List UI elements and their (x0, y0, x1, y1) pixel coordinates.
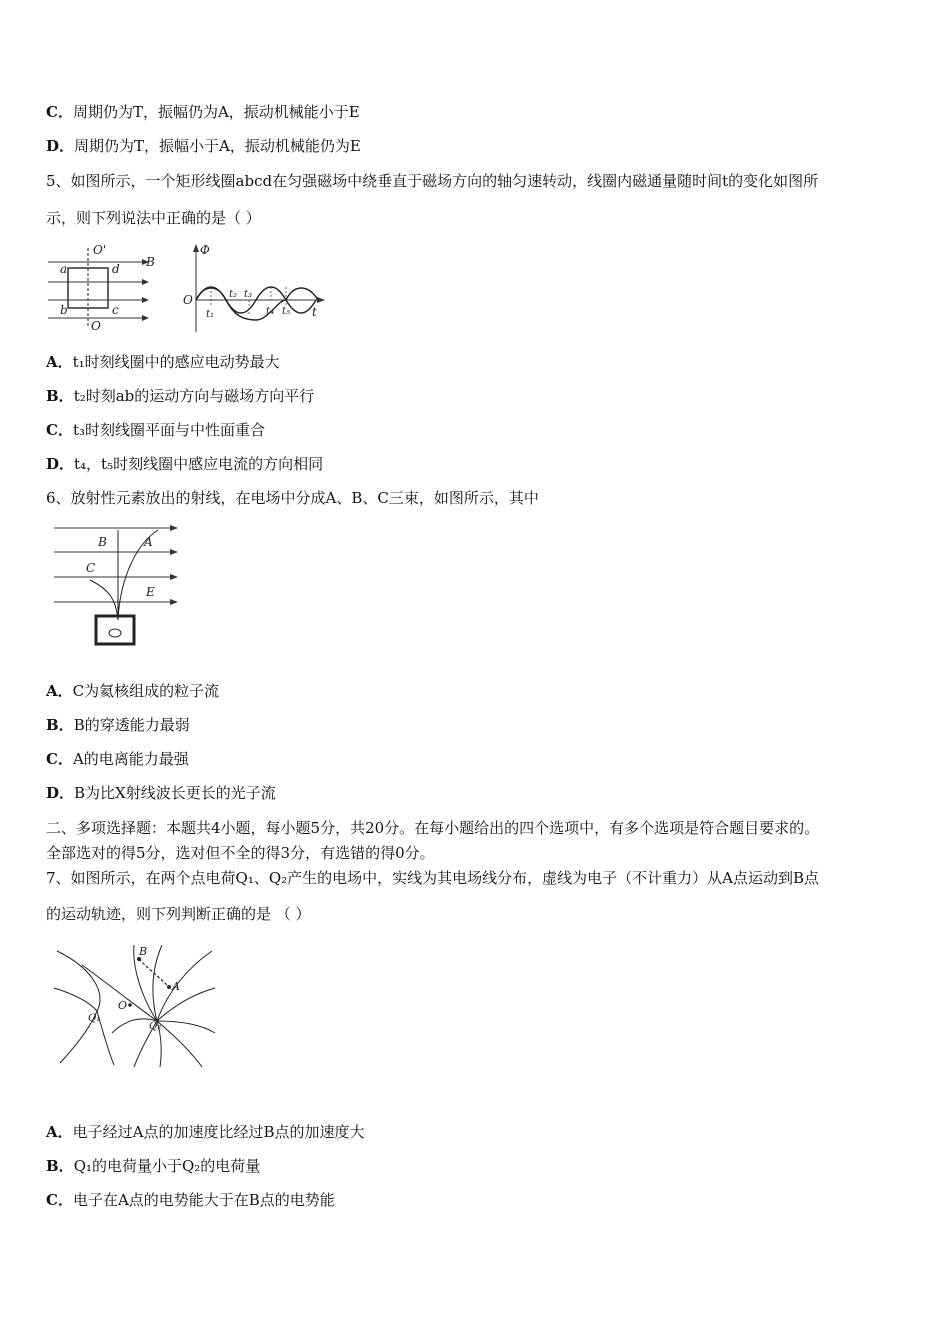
section2-line2: 全部选对的得5分，选对但不全的得3分，有选错的得0分。 (46, 844, 435, 862)
option-text: t₄，t₅时刻线圈中感应电流的方向相同 (74, 455, 324, 473)
label-A: A (172, 980, 180, 993)
q5-option-a (46, 352, 280, 372)
label-phi: Φ (200, 243, 210, 257)
label-t5: t₅ (282, 306, 291, 317)
option-label: A． (46, 353, 73, 371)
point-o (128, 1003, 132, 1007)
option-text: 周期仍为T，振幅小于A，振动机械能仍为E (74, 137, 361, 155)
option-label: D． (46, 455, 75, 473)
q6-option-d (46, 783, 276, 803)
option-label: B． (46, 716, 74, 734)
option-label: D． (46, 784, 75, 802)
q7-option-b (46, 1156, 260, 1176)
section2-line1: 二、多项选择题：本题共4小题，每小题5分，共20分。在每小题给出的四个选项中，有多个选项是符合题目要求的。 (46, 819, 820, 837)
label-a: a (60, 262, 68, 276)
label-O: O (91, 319, 101, 333)
q7-stem-line1: 7、如图所示，在两个点电荷Q₁、Q₂产生的电场中，实线为其电场线分布，虚线为电子（不计重力）从A点运动到B点 (46, 869, 820, 887)
option-label: C． (46, 421, 73, 439)
label-B: B (98, 535, 107, 549)
option-label: A． (46, 682, 73, 700)
label-Q1: Q₁ (88, 1013, 101, 1024)
q7-option-c (46, 1190, 335, 1210)
option-text: t₂时刻ab的运动方向与磁场方向平行 (73, 387, 315, 405)
label-E: E (146, 585, 155, 599)
field-lines (54, 945, 215, 1067)
option-text: Q₁的电荷量小于Q₂的电荷量 (73, 1157, 261, 1175)
option-label: D． (46, 137, 75, 155)
option-text: t₃时刻线圈平面与中性面重合 (72, 421, 265, 439)
option-text: t₁时刻线圈中的感应电动势最大 (72, 353, 280, 371)
q5-option-c (46, 420, 265, 440)
q4-option-d (46, 136, 361, 156)
label-t2: t₂ (229, 289, 238, 300)
label-B-field: B (146, 255, 155, 269)
label-origin: O (183, 293, 193, 307)
option-label: B． (46, 387, 74, 405)
q6-stem: 6、放射性元素放出的射线，在电场中分成A、B、C三束，如图所示，其中 (46, 489, 539, 507)
q5-stem-line2: 示，则下列说法中正确的是（ ） (46, 209, 261, 227)
option-label: A． (46, 1123, 73, 1141)
label-t1: t₁ (206, 309, 215, 320)
q5-flux-graph (183, 243, 325, 332)
label-O-prime: O' (93, 243, 107, 257)
q5-coil-diagram (48, 243, 155, 333)
q6-figure (50, 520, 185, 646)
q7-option-a (46, 1122, 365, 1142)
option-text: B的穿透能力最弱 (73, 716, 190, 734)
q5-option-b (46, 386, 314, 406)
label-A: A (144, 535, 153, 549)
label-t3: t₃ (244, 289, 253, 300)
q6-option-b (46, 715, 190, 735)
source-box (96, 616, 134, 644)
q4-option-c (46, 102, 360, 122)
label-t-axis: t (312, 305, 317, 319)
point-a (167, 985, 171, 989)
option-text: 电子经过A点的加速度比经过B点的加速度大 (72, 1123, 365, 1141)
q5-figure (46, 240, 331, 335)
option-text: B为比X射线波长更长的光子流 (74, 784, 276, 802)
option-label: C． (46, 750, 73, 768)
option-label: C． (46, 1191, 73, 1209)
q6-option-a (46, 681, 219, 701)
option-text: 电子在A点的电势能大于在B点的电势能 (72, 1191, 335, 1209)
q5-option-d (46, 454, 323, 474)
q6-option-c (46, 749, 189, 769)
option-text: A的电离能力最强 (72, 750, 189, 768)
q7-stem-line2: 的运动轨迹，则下列判断正确的是 （ ） (46, 905, 311, 923)
label-b: b (60, 303, 68, 317)
q5-stem-line1: 5、如图所示，一个矩形线圈abcd在匀强磁场中绕垂直于磁场方向的轴匀速转动，线圈内磁通量随时间t的变化如图所 (46, 172, 819, 190)
label-B: B (139, 945, 148, 958)
label-t4: t₄ (266, 306, 275, 317)
q7-figure (52, 943, 217, 1068)
label-O: O (118, 999, 128, 1012)
option-label: C． (46, 103, 73, 121)
option-text: C为氦核组成的粒子流 (72, 682, 220, 700)
option-label: B． (46, 1157, 74, 1175)
label-Q2: Q₂ (149, 1021, 162, 1032)
label-c: c (112, 303, 119, 317)
label-d: d (112, 262, 120, 276)
option-text: 周期仍为T，振幅仍为A，振动机械能小于E (72, 103, 360, 121)
ray-c (90, 580, 118, 620)
electron-trajectory (139, 959, 169, 987)
label-C: C (86, 561, 96, 575)
